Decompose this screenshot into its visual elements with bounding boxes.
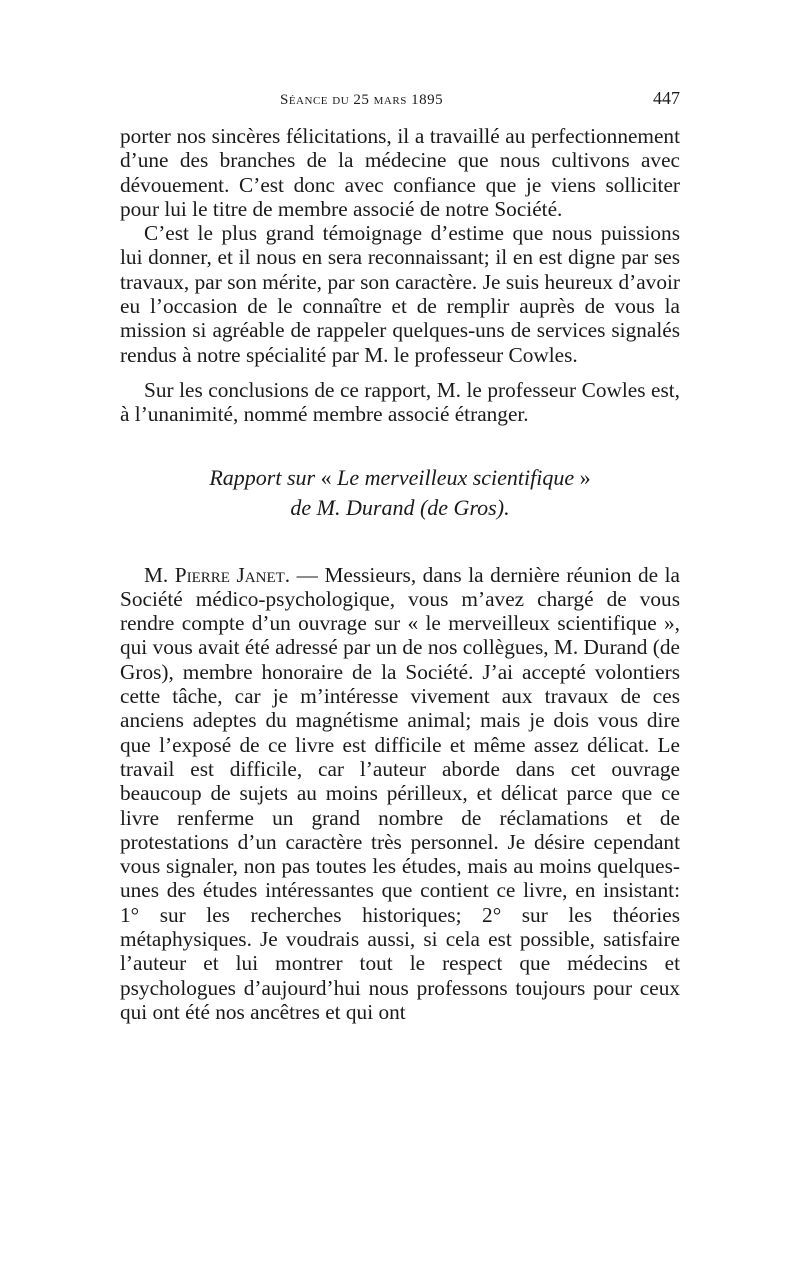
body-text — [120, 124, 680, 1024]
running-title: Séance du 25 mars 1895 — [280, 92, 444, 108]
speaker-name: M. Pierre Janet. — [144, 562, 291, 587]
paragraph-conclusion: Sur les conclusions de ce rapport, M. le professeur Cowles est, à l’unanimité, nommé membre associé étranger. — [120, 377, 680, 427]
section-heading-line1: Rapport sur « Le merveilleux scientifique » — [209, 464, 591, 490]
speech-text: Messieurs, dans la dernière réunion de la Société médico-psychologique, vous m’avez chargé de vous rendre compte d’un ouvrage sur « le merveilleux scientifique », qui vous avait été adressé par un de nos collègues, M. Durand (de Gros), membre honoraire de la Société. J’ai accepté volontiers cette tâche, car je m’intéresse vivement aux travaux de ces anciens adeptes du magnétisme animal; mais je dois vous dire que l’exposé de ce livre est difficile et même assez délicat. Le travail est difficile, car l’auteur aborde dans cet ouvrage beaucoup de sujets au moins périlleux, et délicat parce que ce livre renferme un grand nombre de réclamations et de protestations d’un caractère très personnel. Je désire cependant vous signaler, non pas toutes les études, mais au moins quelques-unes des études intéressantes que contient ce livre, en insistant: 1° sur les recherches historiques; 2° sur les théories métaphysiques. Je voudrais aussi, si cela est possible, satisfaire l’auteur et lui montrer tout le respect que médecins et psychologues d’aujourd’hui nous professons toujours pour ceux qui ont été nos ancêtres et qui ont — [120, 562, 680, 1024]
book-page — [120, 88, 680, 1024]
section-heading — [120, 463, 680, 523]
section-heading-line2: de M. Durand (de Gros). — [290, 494, 510, 520]
paragraph-speech: M. Pierre Janet. — Messieurs, dans la dernière réunion de la Société médico-psychologique, vous m’avez chargé de vous rendre compte d’un ouvrage sur « le merveilleux scientifique », qui vous avait été adressé par un de nos collègues, M. Durand (de Gros), membre honoraire de la Société. J’ai accepté volontiers cette tâche, car je m’intéresse vivement aux travaux de ces anciens adeptes du magnétisme animal; mais je dois vous dire que l’exposé de ce livre est difficile et même assez délicat. Le travail est difficile, car l’auteur aborde dans cet ouvrage beaucoup de sujets au moins périlleux, et délicat parce que ce livre renferme un grand nombre de réclamations et de protestations d’un caractère très personnel. Je désire cependant vous signaler, non pas toutes les études, mais au moins quelques-unes des études intéressantes que contient ce livre, en insistant: 1° sur les recherches historiques; 2° sur les théories métaphysiques. Je voudrais aussi, si cela est possible, satisfaire l’auteur et lui montrer tout le respect que médecins et psychologues d’aujourd’hui nous professons toujours pour ceux qui ont été nos ancêtres et qui ont — [120, 562, 680, 1024]
running-head — [120, 88, 680, 124]
page-number: 447 — [653, 88, 680, 108]
paragraph-testimonial: C’est le plus grand témoignage d’estime que nous puissions lui donner, et il nous en sera reconnaissant; il en est digne par ses travaux, par son mérite, par son caractère. Je suis heureux d’avoir eu l’occasion de le connaître et de remplir auprès de vous la mission si agréable de rappeler quelques-uns de services signalés rendus à notre spécialité par M. le professeur Cowles. — [120, 221, 680, 367]
paragraph-continuation: porter nos sincères félicitations, il a travaillé au perfectionnement d’une des branches de la médecine que nous cultivons avec dévouement. C’est donc avec confiance que je viens solliciter pour lui le titre de membre associé de notre Société. — [120, 124, 680, 221]
